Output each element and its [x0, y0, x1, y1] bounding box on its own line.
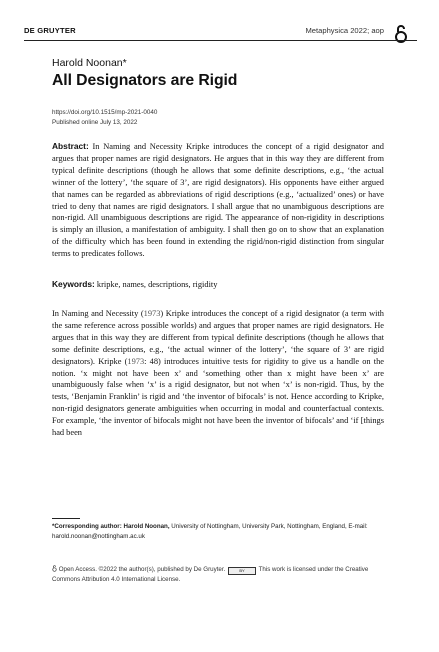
footnote-text: University of Nottingham, University Park, Nottingham, England, E-mail: harold.noonan@nottingham.ac.uk: [52, 523, 368, 540]
page-header: [24, 26, 384, 40]
footnote: [52, 522, 384, 542]
abstract-text: In Naming and Necessity Kripke introduces the concept of a rigid designator and argues that proper names are rigid designators. He argues that in this way they are different from typical definite descriptions (though he allows that some definite descriptions, e.g., ‘the actual winner of the lottery’, ‘the square of 3’, are rigid designators). His opponents have either argued that names can be regarded as abbreviations of rigid descriptions (e.g., ‘actualized’ ones) or have tried to deny that names are rigid designators. I shall argue that no unambiguous descriptions are non-rigid. All unambiguous descriptions are rigid. The appearance of non-rigidity in descriptions is simply an illusion, a manifestation of ambiguity. I shall then go on to show that an explanation of the difficulty which has been found in extending the rigid/non-rigid distinction from singular terms to predicates follows.: [52, 142, 384, 259]
license-text-a: Open Access. ©2022 the author(s), published by De Gruyter.: [58, 566, 226, 573]
author-name: Harold Noonan*: [52, 57, 127, 69]
doi-link[interactable]: https://doi.org/10.1515/mp-2021-0040: [52, 109, 158, 116]
keywords: [52, 279, 384, 291]
open-access-small-icon: [52, 565, 57, 572]
body-text-part: In Naming and Necessity (: [52, 309, 144, 318]
body-paragraph: [52, 308, 384, 439]
footnote-label: *Corresponding author: Harold Noonan,: [52, 523, 170, 530]
abstract: [52, 141, 384, 260]
citation-link[interactable]: 1973: [127, 356, 145, 366]
publication-date: Published online July 13, 2022: [52, 119, 138, 126]
header-rule: [24, 40, 417, 41]
license-note: [52, 565, 384, 585]
keywords-label: Keywords:: [52, 279, 95, 289]
article-title: All Designators are Rigid: [52, 72, 238, 89]
body-text-part: ) Kripke introduces the concept of a rigid designator (a term with the same reference across possible worlds) and argues that proper names are rigid designators. He argues that in this way they are different from typical definite descriptions (though he allows that some definite descriptions, e.g., ‘the actual winner of the lottery’, ‘the square of 3’ are rigid designators). Kripke (: [52, 309, 384, 366]
open-access-icon: [394, 24, 408, 44]
cc-by-badge-icon[interactable]: BY: [228, 567, 256, 575]
journal-name: Metaphysica 2022; aop: [305, 26, 384, 35]
abstract-label: Abstract:: [52, 141, 89, 151]
keywords-text: kripke, names, descriptions, rigidity: [94, 280, 218, 289]
footnote-rule: [52, 518, 80, 519]
body-text-part: : 48) introduces intuitive tests for rigidity to give us a handle on the notion. ‘x might not have been x’ and ‘something other than x might have been x’ are unambiguously false when ‘x’ is a rigid designator, but not when ‘x’ is non-rigid. Thus, by the tests, ‘Benjamin Franklin’ is rigid and ‘the inventor of bifocals’ is not. Hence according to Kripke, non-rigid designators generate ambiguities when occurring in modal and counterfactual contexts. For example, ‘the inventor of bifocals might not have been the inventor of bifocals’ and ‘if [things had been: [52, 356, 384, 438]
license-text-b: This work is licensed under the Creative Commons Attribution 4.0 International License.: [52, 566, 369, 583]
publisher-name: DE GRUYTER: [24, 26, 76, 35]
citation-link[interactable]: 1973: [143, 309, 161, 318]
